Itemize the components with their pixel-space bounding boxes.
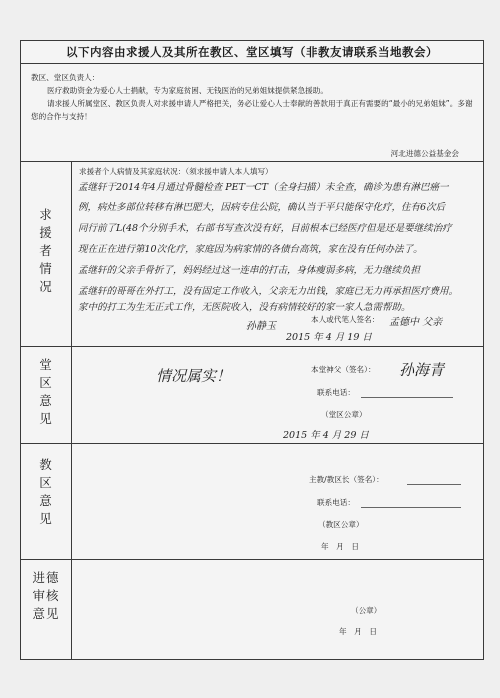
- parish-date: 2015 年 4 月 29 日: [283, 430, 369, 441]
- diocese-seal-label: （教区公章）: [318, 520, 364, 529]
- handwritten-line: 现在正在进行第10次化疗，家庭因为病家情的各债台高筑，家在没有任何办法了。: [78, 244, 423, 255]
- parish-phone-field: [361, 397, 453, 398]
- divider: [21, 161, 483, 162]
- applicant-signature-extra: 孙静玉: [246, 321, 276, 332]
- parish-seal-label: （堂区公章）: [321, 410, 367, 419]
- diocese-phone-field: [361, 507, 461, 508]
- divider: [21, 63, 483, 64]
- diocese-date: 年 月 日: [321, 542, 359, 551]
- handwritten-line: 例，病灶多部位转移有淋巴肥大，因病专住公院，确认当于平只能保守化疗，住有6次后: [78, 202, 446, 213]
- divider: [21, 346, 483, 347]
- divider: [21, 559, 483, 560]
- form-title: 以下内容由求援人及其所在教区、堂区填写（非教友请联系当地教会）: [66, 45, 438, 59]
- priest-signature-label: 本堂神父（签名）：: [311, 365, 376, 374]
- diocese-phone-label: 联系电话：: [317, 498, 355, 507]
- divider: [21, 443, 483, 444]
- notice-salutation: 教区、堂区负责人：: [31, 73, 100, 82]
- handwritten-line: 孟继轩于2014年4月通过骨髓检查 PET一CT（全身扫描）未全查，确诊为患有淋巴癌一: [78, 182, 449, 193]
- section-label-applicant: 求援者情况: [39, 207, 53, 294]
- section-label-review: 进德审核意见: [32, 570, 60, 621]
- section-label-diocese: 教区意见: [39, 457, 53, 526]
- notice-line-1: 医疗救助资金为爱心人士捐献，专为家庭贫困、无钱医治的兄弟姐妹提供紧急援助。: [47, 86, 328, 95]
- handwritten-line: 孟继轩的哥哥在外打工，没有固定工作收入，父亲无力出钱，家庭已无力再承担医疗费用。: [78, 286, 459, 297]
- bishop-signature-label: 主教/教区长（签名）：: [309, 475, 384, 484]
- review-date: 年 月 日: [339, 627, 377, 636]
- label-column-divider: [71, 161, 72, 659]
- signature-label: 本人或代笔人签名：: [311, 315, 380, 324]
- section-label-parish: 堂区意见: [39, 357, 53, 426]
- bishop-signature-field: [407, 484, 461, 485]
- sponsor-name: 河北进德公益基金会: [390, 149, 459, 158]
- notice-line-2: 请求援人所属堂区、教区负责人对求援申请人严格把关，务必让爱心人士奉献的善款用于真正有需要的“最小的兄弟姐妹”。多谢您的合作与支持！: [31, 99, 473, 121]
- handwritten-line: 家中的打工为生无正式工作，无医院收入，没有病情较好的家一家人急需帮助。: [78, 302, 411, 313]
- handwritten-line: 孟继轩的父亲手骨折了，妈妈经过这一连串的打击，身体瘦弱多病，无力继续负担: [78, 265, 421, 276]
- priest-signature: 孙海青: [399, 361, 445, 379]
- applicant-date: 2015 年 4 月 19 日: [286, 332, 372, 343]
- aid-application-form: [20, 40, 484, 660]
- applicant-instruction: 求援者个人病情及其家庭状况：（须求援申请人本人填写）: [79, 167, 273, 176]
- review-seal-label: （公章）: [351, 606, 382, 615]
- notice-block: [31, 71, 473, 123]
- handwritten-line: 同行前了L(48个分别手术，右部书写查次没有好，目前根本已经医疗但是还是要继续治疗: [78, 223, 452, 234]
- applicant-signature: 孟德中 父亲: [389, 317, 443, 328]
- parish-opinion: 情况属实！: [156, 367, 232, 385]
- parish-phone-label: 联系电话：: [317, 388, 355, 397]
